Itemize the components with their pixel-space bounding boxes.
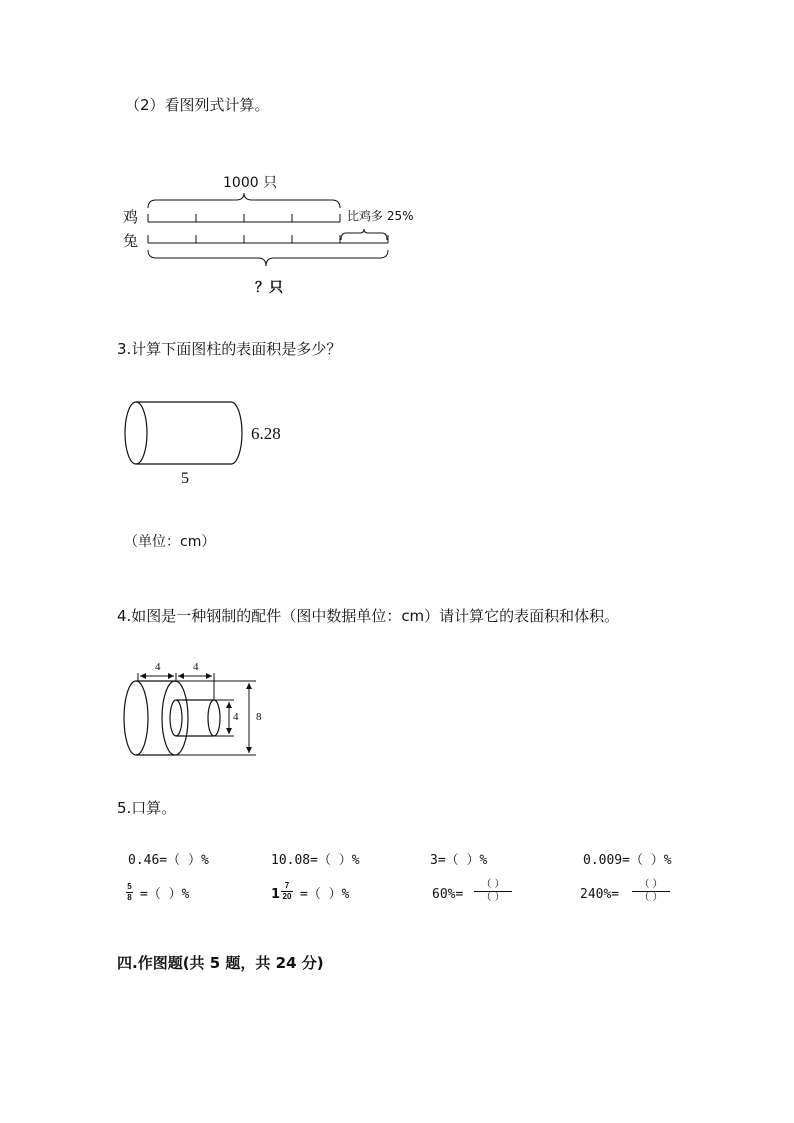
q4-heading: 4.如图是一种钢制的配件（图中数据单位：cm）请计算它的表面积和体积。 (117, 607, 620, 625)
fraction-7-20: 7 20 (282, 881, 292, 901)
top-label: 1000 只 (223, 175, 278, 191)
fraction-blank: （ ） （ ） (474, 880, 512, 903)
inner-right-face (208, 700, 220, 736)
outer-left-face (124, 681, 148, 755)
calc-item: 60%= (432, 887, 464, 902)
outer-right-face (162, 681, 188, 755)
unit-note: （单位：cm） (124, 534, 216, 550)
bottom-label: ？只 (255, 280, 283, 296)
q2-heading: （2）看图列式计算。 (125, 96, 270, 114)
mixed-whole: 1 (271, 887, 281, 902)
dim-right-label: 4 (193, 661, 199, 673)
rabbit-label: 兔 (123, 232, 139, 250)
section4-heading: 四.作图题(共 5 题，共 24 分) (117, 954, 324, 972)
fraction-blank: （ ） （ ） (632, 880, 670, 903)
inner-left-face (170, 700, 182, 736)
extra-label: 比鸡多 25% (347, 209, 414, 223)
chicken-label: 鸡 (123, 208, 139, 226)
q5-heading: 5.口算。 (117, 799, 177, 817)
q3-heading: 3.计算下面图柱的表面积是多少？ (117, 340, 342, 358)
calc-item: 240%= (580, 887, 620, 902)
calc-item: =（ ）% (140, 887, 190, 902)
dim-inner-label: 4 (233, 711, 239, 723)
fraction-5-8: 5 8 (127, 882, 132, 902)
calc-item: 0.009=（ ）% (583, 853, 672, 868)
calc-item: 3=（ ）% (430, 853, 488, 868)
length-label: 5 (181, 470, 189, 487)
circumference-label: 6.28 (251, 424, 281, 443)
calc-item: 10.08=（ ）% (271, 853, 360, 868)
dim-left-label: 4 (155, 661, 161, 673)
calc-item: 0.46=（ ）% (128, 853, 209, 868)
dim-outer-label: 8 (256, 711, 262, 723)
calc-item: =（ ）% (300, 887, 350, 902)
